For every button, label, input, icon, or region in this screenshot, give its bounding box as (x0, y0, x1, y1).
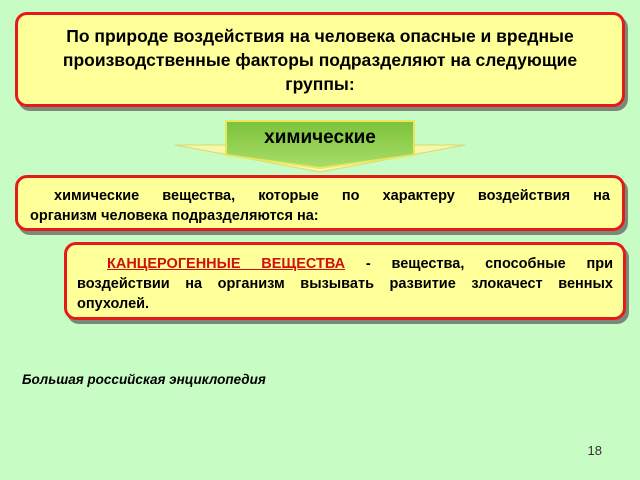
source-citation: Большая российская энциклопедия (22, 372, 266, 387)
page-number: 18 (587, 443, 602, 458)
definition-line-1: химические вещества, которые по характеру воздействия на (54, 188, 610, 204)
definition-box (15, 175, 625, 231)
carcinogen-dash: - (345, 256, 392, 272)
category-label: химические (264, 127, 376, 148)
carcinogen-box (64, 242, 626, 320)
carcinogen-description: вещества, способные при воздействии на организм вызывать развитие злокачест венных опухолей. (77, 256, 613, 312)
definition-line-2: организм человека подразделяются на: (30, 208, 319, 224)
slide-title: По природе воздействия на человека опасные и вредные производственные факторы подразделяют на следующие группы: (62, 25, 578, 94)
carcinogen-term: КАНЦЕРОГЕННЫЕ ВЕЩЕСТВА (107, 256, 346, 272)
